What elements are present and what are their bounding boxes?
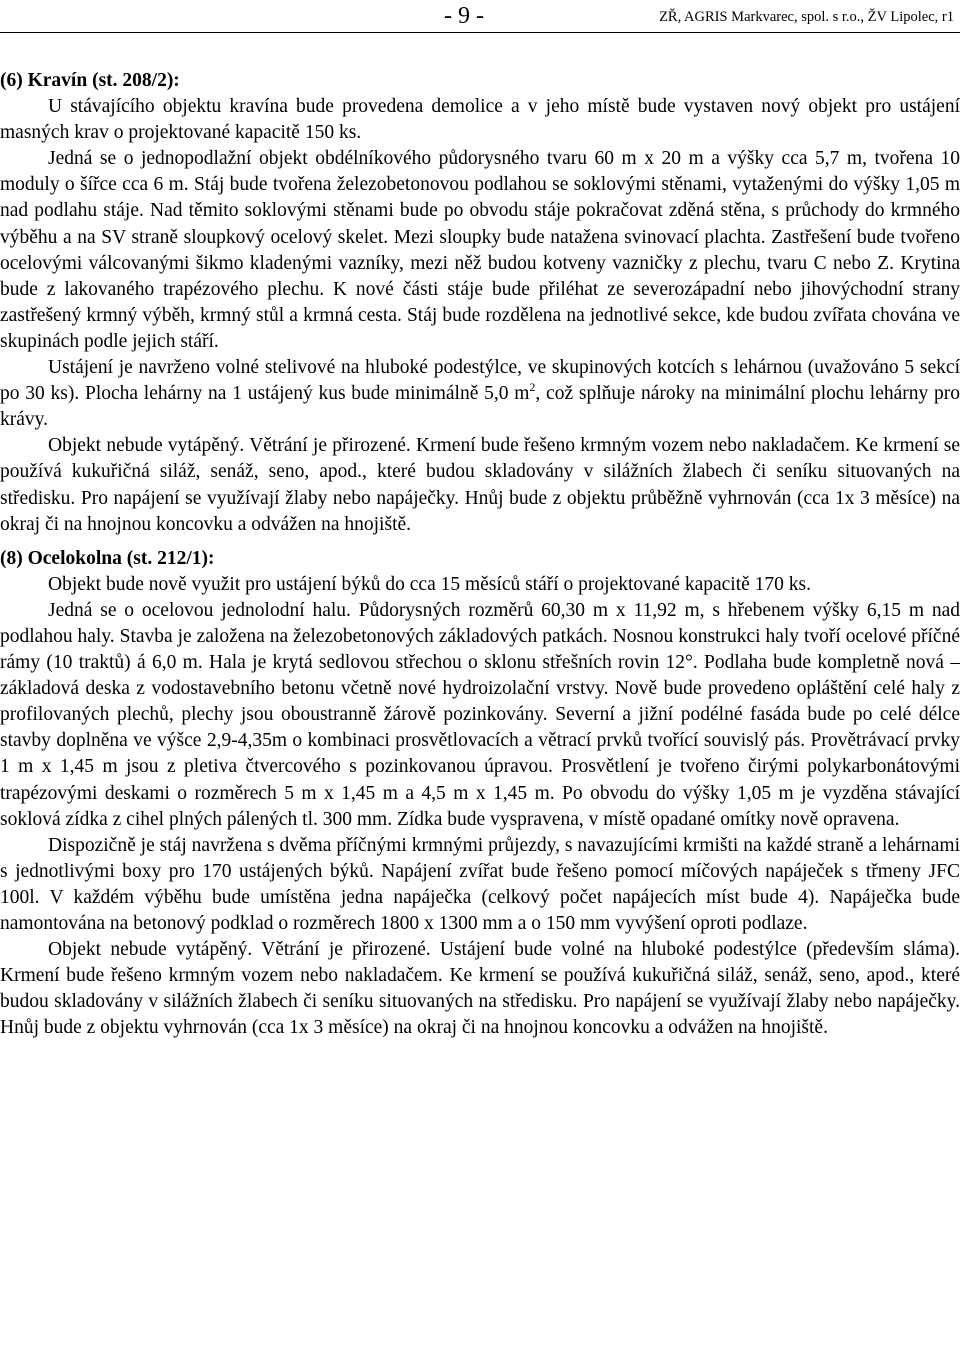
paragraph: Objekt nebude vytápěný. Větrání je přirozené. Krmení bude řešeno krmným vozem nebo nakladačem. Ke krmení se používá kukuřičná siláž, senáž, seno, apod., které budou skladovány v silážních žlabech či seníku situovaných na středisku. Pro napájení se využívají žlaby nebo napáječky. Hnůj bude z objektu průběžně vyhrnován (cca 1x 3 měsíce) na okraj či na hnojnou koncovku a odvážen na hnojiště.	[0, 435, 960, 535]
document-body	[0, 68, 960, 1041]
paragraph: Jedná se o ocelovou jednolodní halu. Půdorysných rozměrů 60,30 m x 11,92 m, s hřebenem výšky 6,15 m nad podlahou haly. Stavba je založena na železobetonových základových patkách. Nosnou konstrukci haly tvoří ocelové příčné rámy (10 traktů) á 6,0 m. Hala je krytá sedlovou střechou o sklonu střešních rovin 12°. Podlaha bude kompletně nová – základová deska z vodostavebního betonu včetně nové hydroizolační vrstvy. Nově bude provedeno opláštění celé haly z profilovaných plechů, plechy jsou oboustranně žárově pozinkovány. Severní a jižní podélné fasáda bude po celé délce stavby doplněna ve výšce 2,9-4,35m o kombinaci prosvětlovacích a větrací prvků tvořící souvislý pás. Provětrávací prvky 1 m x 1,45 m jsou z pletiva čtvercového s pozinkovanou úpravou. Prosvětlení je tvořeno čirými polykarbonátovými trapézovými deskami o rozměrech 5 m x 1,45 m a 4,5 m x 1,45 m. Po obvodu do výšky 1,05 m je vyzděna stávající soklová zídka z cihel plných pálených tl. 300 mm. Zídka bude vyspravena, v místě opadané omítky nově opravena.	[0, 599, 960, 830]
paragraph-text: Ustájení je navrženo volné stelivové na hluboké podestýlce, ve skupinových kotcích s lehárnou (uvažováno 5 sekcí po 30 ks). Plocha lehárny na 1 ustájený kus bude minimálně 5,0 m	[0, 357, 960, 405]
page-header	[0, 2, 960, 32]
header-organization: ZŘ, AGRIS Markvarec, spol. s r.o., ŽV Lipolec, r1	[659, 9, 954, 25]
paragraph: U stávajícího objektu kravína bude provedena demolice a v jeho místě bude vystaven nový objekt pro ustájení masných krav o projektované kapacitě 150 ks.	[0, 96, 960, 144]
paragraph: Dispozičně je stáj navržena s dvěma příčnými krmnými průjezdy, s navazujícími krmišti na každé straně a lehárnami s jednotlivými boxy pro 170 ustájených býků. Napájení zvířat bude řešeno pomocí míčových napáječek s třmeny JFC 100l. V každém výběhu bude umístěna jedna napáječka (celkový počet napájecích míst bude 4). Napáječka bude namontována na betonový podklad o rozměrech 1800 x 1300 mm a o 150 mm vyvýšení oproti podlaze.	[0, 834, 960, 934]
section-spacer	[0, 538, 960, 546]
paragraph-text: , což splňuje nároky na minimální plochu lehárny pro krávy.	[0, 383, 960, 431]
section-heading: (6) Kravín (st. 208/2):	[0, 70, 180, 91]
header-divider	[0, 32, 960, 33]
section-heading: (8) Ocelokolna (st. 212/1):	[0, 547, 215, 569]
paragraph: Objekt bude nově využit pro ustájení býků do cca 15 měsíců stáří o projektované kapacitě 170 ks.	[48, 573, 812, 595]
paragraph: Objekt nebude vytápěný. Větrání je přirozené. Ustájení bude volné na hluboké podestýlce (především sláma). Krmení bude řešeno krmným vozem nebo nakladačem. Ke krmení se používá kukuřičná siláž, senáž, seno, apod., které budou skladovány v silážních žlabech či seníku situovaných na středisku. Pro napájení se využívají žlaby nebo napáječky. Hnůj bude z objektu vyhrnován (cca 1x 3 měsíce) na okraj či na hnojnou koncovku a odvážen na hnojiště.	[0, 939, 960, 1039]
paragraph: Jedná se o jednopodlažní objekt obdélníkového půdorysného tvaru 60 m x 20 m a výšky cca 5,7 m, tvořena 10 moduly o šířce cca 6 m. Stáj bude tvořena železobetonovou podlahou se soklovými stěnami, vytaženými do výšky 1,05 m nad podlahu stáje. Nad těmito soklovými stěnami bude po obvodu stáje pokračovat zděná stěna, s průchody do krmného výběhu a na SV straně sloupkový ocelový skelet. Mezi sloupky bude natažena svinovací plachta. Zastřešení bude tvořeno ocelovými válcovanými šikmo kladenými vazníky, mezi něž budou kotveny vazničky z plechu, tvaru C nebo Z. Krytina bude z lakovaného trapézového plechu. K nové části stáje bude přiléhat ze severozápadní nebo jihovýchodní strany zastřešený krmný výběh, krmný stůl a krmná cesta. Stáj bude rozdělena na jednotlivé sekce, kde budou zvířata chována ve skupinách podle jejich stáří.	[0, 148, 960, 352]
section-kravin	[0, 68, 960, 538]
superscript: 2	[529, 380, 536, 395]
paragraph	[0, 355, 960, 433]
section-ocelokolna	[0, 546, 960, 1042]
page-number: - 9 -	[444, 3, 484, 29]
